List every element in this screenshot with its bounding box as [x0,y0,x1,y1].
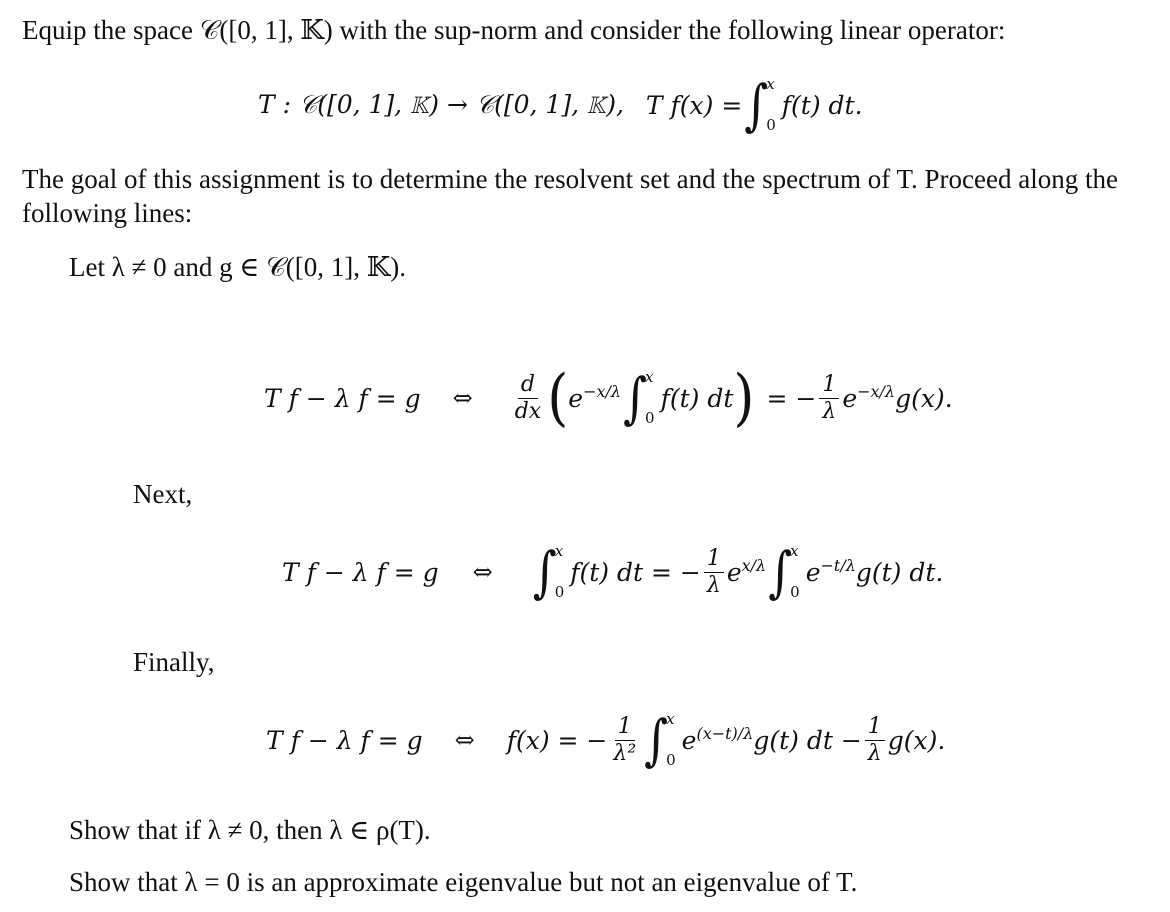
derivative-operator: $\frac{d}{dx}$ [514,371,542,424]
goal-text: The goal of this assignment is to determine the resolvent set and the spectrum of T. Proceed along the following lines: [22,164,1118,228]
task-2: Show that λ = 0 is an approximate eigenvalue but not an eigenvalue of T. [69,867,858,897]
eq3-fx: f(x) = − [506,725,608,755]
equivalence-arrow: ⇔ [452,384,473,412]
eq2-lhs: T f − λ f = g [282,557,439,587]
label-next: Next, [133,479,193,509]
eq1-fraction: $\frac{1}{\lambda}$ [819,372,839,425]
eq1-integrand: f(t) dt [660,383,734,413]
eq1-rhs-exp: $e^{-x/\lambda}$ [842,381,896,413]
integral-symbol: ∫ x 0 [644,707,676,773]
eq2-fraction: $\frac{1}{\lambda}$ [704,546,724,599]
operator-definition [258,70,863,140]
eq1-rhs-tail: g(x). [895,383,953,413]
integral-symbol: ∫ x 0 [532,539,565,605]
operator-lhs: T f(x) = [645,90,743,120]
step-let: Let λ ≠ 0 and g ∈ 𝒞([0, 1], 𝕂). [69,252,406,282]
eq3-lhs: T f − λ f = g [266,725,423,755]
operator-mapping: T : 𝒞([0, 1], 𝕂) → 𝒞([0, 1], 𝕂), [258,90,624,119]
equivalence-arrow: ⇔ [454,726,475,754]
equation-1: T f − λ f = g ⇔ $\frac{d}{dx}$ ( $e^{-x/\lambda}$ ∫ x 0 f(t) dt ) = − $\frac{1}{\lambda}$ $e^{-x/\lambda}$ g(x). [264,361,953,434]
equivalence-arrow: ⇔ [472,558,493,586]
task-1: Show that if λ ≠ 0, then λ ∈ ρ(T). [69,815,431,845]
equation-2 [282,532,943,612]
eq1-lhs: T f − λ f = g [264,383,421,413]
eq3-tail: g(x). [887,725,946,755]
eq3-fraction: $\frac{1}{\text{λ²}}$ [613,713,637,766]
eq2-tail: g(t) dt. [855,557,944,587]
eq2-integrand: f(t) dt = − [570,557,701,587]
integral-symbol: ∫ x 0 [768,539,800,605]
equation-3 [266,700,945,780]
eq1-equals: = − [766,383,817,413]
intro-text: Equip the space 𝒞([0, 1], 𝕂) with the sup-norm and consider the following linear operator: [22,15,1006,45]
integral-symbol: ∫ x 0 [744,72,776,138]
eq3-mid: g(t) dt − [753,725,862,755]
eq2-exp2: $e^{-t/\lambda}$ [805,555,856,587]
operator-integrand: f(t) dt. [781,90,863,120]
eq3-exp: $e^{(x-t)/\lambda}$ [681,723,754,755]
eq1-exp: $e^{-x/\lambda}$ [568,381,622,413]
eq2-exp: $e^{x/\lambda}$ [726,555,767,587]
label-finally: Finally, [133,647,215,677]
integral-symbol: ∫ x 0 [623,365,655,431]
eq3-fraction-2: $\frac{1}{\lambda}$ [865,714,885,767]
